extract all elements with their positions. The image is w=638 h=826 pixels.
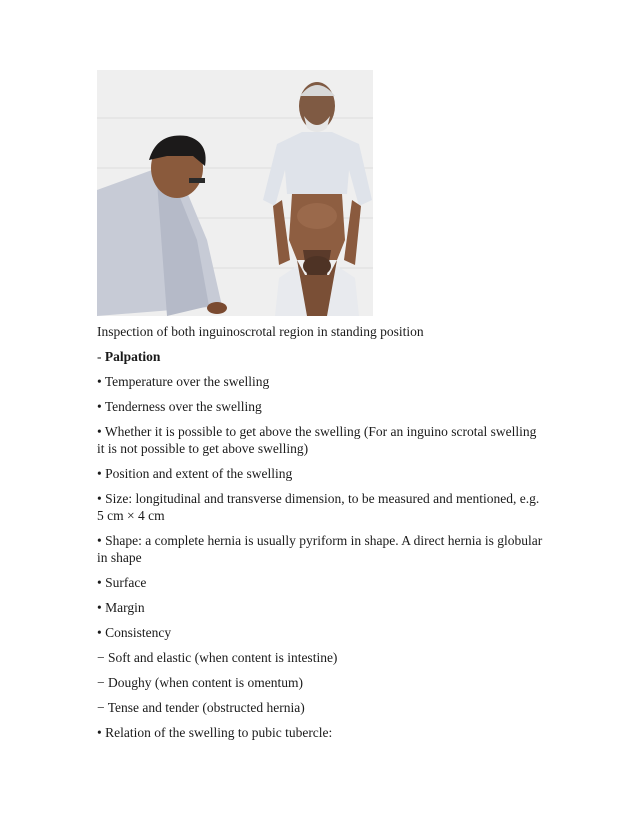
list-item: • Tenderness over the swelling [97,399,262,414]
clinical-photo-illustration [97,70,373,316]
list-item: • Size: longitudinal and transverse dimension, to be measured and mentioned, e.g. 5 cm × 4 cm [97,491,540,523]
list-subitem: − Doughy (when content is omentum) [97,675,303,690]
list-subitem: − Soft and elastic (when content is intestine) [97,650,338,665]
list-item: • Margin [97,600,145,615]
section-heading [97,348,547,365]
list-item: • Temperature over the swelling [97,374,270,389]
list-item: • Position and extent of the swelling [97,466,293,481]
list-subitem: − Tense and tender (obstructed hernia) [97,700,305,715]
figure-caption: Inspection of both inguinoscrotal region in standing position [97,324,424,339]
document-body [97,323,547,749]
clinical-photo [97,70,373,316]
list-item: • Consistency [97,625,172,640]
list-item: • Shape: a complete hernia is usually pyriform in shape. A direct hernia is globular in shape [97,533,543,565]
list-item: • Relation of the swelling to pubic tubercle: [97,725,333,740]
heading-dash: - [97,349,105,364]
list-item: • Surface [97,575,147,590]
heading-palpation: Palpation [104,349,161,364]
list-item: • Whether it is possible to get above the swelling (For an inguino scrotal swelling it is not possible to get above swelling) [97,424,537,456]
